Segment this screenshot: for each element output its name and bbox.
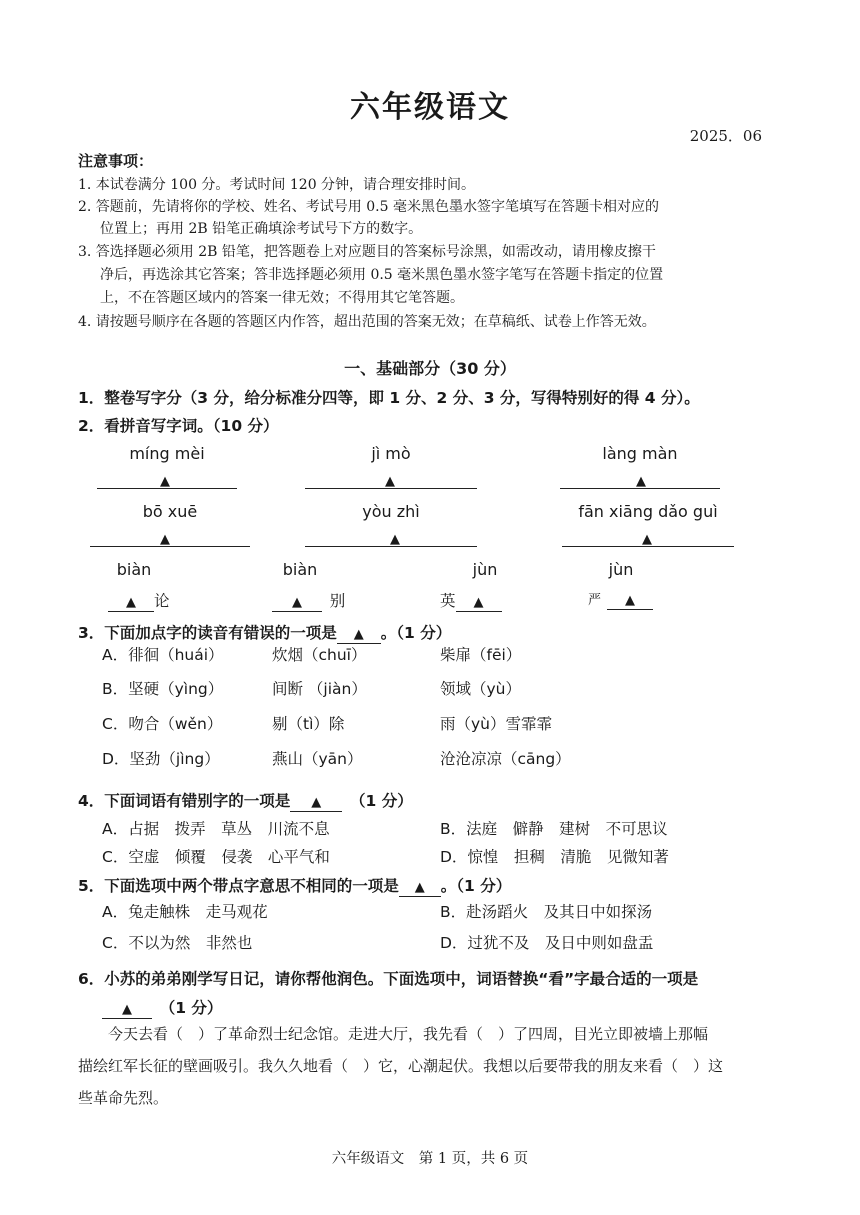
question-3-text: 3．下面加点字的读音有错误的一项是	[78, 624, 337, 642]
pinyin-5: yòu zhì	[362, 502, 420, 521]
page-footer: 六年级语文 第 1 页，共 6 页	[331, 1151, 529, 1167]
pinyin-10: jùn	[608, 560, 634, 579]
fill-prefix: 严	[588, 593, 602, 608]
q3-option-d-2: 燕山（yān）	[272, 750, 363, 768]
question-3	[78, 621, 451, 644]
answer-blank[interactable]: ▲	[102, 1002, 152, 1019]
answer-blank[interactable]: ▲	[456, 595, 502, 612]
answer-blank[interactable]: ▲	[399, 880, 441, 897]
pinyin-1: míng mèi	[129, 444, 205, 463]
fill-suffix: 别	[329, 592, 346, 610]
q5-option-c[interactable]: C．不以为然 非然也	[102, 934, 253, 952]
fill-suffix: 论	[154, 592, 170, 610]
q4-option-d[interactable]: D．惊惶 担稠 清脆 见微知著	[440, 848, 669, 866]
section-heading: 一、基础部分（30 分）	[344, 359, 516, 378]
answer-marker: ▲	[390, 532, 400, 547]
answer-marker: ▲	[160, 532, 170, 547]
q3-option-b-2: 间断 （jiàn）	[272, 680, 367, 698]
q5-option-d[interactable]: D．过犹不及 及日中则如盘盂	[440, 934, 654, 952]
notice-item-2-cont: 位置上；再用 2B 铅笔正确填涂考试号下方的数字。	[100, 221, 423, 237]
diary-paragraph-line-3: 些革命先烈。	[78, 1089, 169, 1107]
question-5	[78, 874, 511, 897]
pinyin-2: jì mò	[371, 444, 411, 463]
answer-line-4[interactable]	[90, 546, 250, 547]
notice-item-2: 2. 答题前，先请将你的学校、姓名、考试号用 0.5 毫米黑色墨水签字笔填写在答题卡相对应的	[78, 199, 659, 215]
page-title: 六年级语文	[350, 90, 510, 125]
notice-item-4: 4. 请按题号顺序在各题的答题区内作答，超出范围的答案无效；在草稿纸、试卷上作答无效。	[78, 314, 656, 330]
q3-option-c[interactable]: C．吻合（wěn）	[102, 715, 223, 733]
fill-prefix: 英	[440, 592, 456, 610]
q3-option-c-3: 雨（yù）雪霏霏	[440, 715, 552, 733]
answer-marker: ▲	[636, 474, 646, 489]
question-2: 2．看拼音写字词。（10 分）	[78, 417, 279, 435]
q3-option-a-3: 柴扉（fēi）	[440, 646, 522, 664]
question-1: 1．整卷写字分（3 分，给分标准分四等，即 1 分、2 分、3 分，写得特别好的得 4 分）。	[78, 389, 700, 407]
notice-item-1: 1. 本试卷满分 100 分。考试时间 120 分钟，请合理安排时间。	[78, 177, 476, 193]
answer-marker: ▲	[160, 474, 170, 489]
question-4-text: 4．下面词语有错别字的一项是	[78, 792, 291, 810]
q3-option-b-3: 领域（yù）	[440, 680, 521, 698]
question-6-answer	[102, 996, 222, 1019]
pinyin-3: làng màn	[602, 444, 678, 463]
notice-heading: 注意事项：	[78, 152, 154, 170]
notice-item-3: 3. 答选择题必须用 2B 铅笔，把答题卷上对应题目的答案标号涂黑，如需改动，请用橡皮擦干	[78, 244, 656, 260]
notice-item-3-cont2: 上，不在答题区域内的答案一律无效；不得用其它笔答题。	[100, 290, 464, 306]
notice-item-3-cont: 净后，再选涂其它答案；答非选择题必须用 0.5 毫米黑色墨水签字笔写在答题卡指定的位置	[100, 267, 664, 283]
q5-option-a[interactable]: A．兔走触株 走马观花	[102, 903, 268, 921]
pinyin-7: biàn	[116, 560, 152, 579]
fill-item-2	[272, 589, 345, 612]
pinyin-4: bō xuē	[142, 502, 198, 521]
q3-option-a[interactable]: A．徘徊（huái）	[102, 646, 224, 664]
answer-blank[interactable]: ▲	[272, 595, 322, 612]
fill-item-3	[440, 589, 502, 612]
fill-item-1	[108, 589, 170, 612]
question-3-score: 。（1 分）	[380, 624, 452, 642]
q4-option-b[interactable]: B．法庭 僻静 建树 不可思议	[440, 820, 668, 838]
answer-blank[interactable]: ▲	[108, 595, 154, 612]
question-5-score: 。（1 分）	[440, 877, 512, 895]
q3-option-d[interactable]: D．坚劲（jìng）	[102, 750, 220, 768]
diary-paragraph-line-1: 今天去看（ ）了革命烈士纪念馆。走进大厅，我先看（ ）了四周，目光立即被墙上那幅	[108, 1025, 709, 1043]
q4-option-a[interactable]: A．占据 拨弄 草丛 川流不息	[102, 820, 330, 838]
exam-date: 2025．06	[689, 127, 762, 145]
pinyin-9: jùn	[472, 560, 498, 579]
question-4-score: （1 分）	[350, 792, 413, 810]
q5-option-b[interactable]: B．赴汤蹈火 及其日中如探汤	[440, 903, 653, 921]
answer-marker: ▲	[385, 474, 395, 489]
question-6: 6．小苏的弟弟刚学写日记，请你帮他润色。下面选项中，词语替换“看”字最合适的一项是	[78, 970, 699, 988]
q3-option-b[interactable]: B．坚硬（yìng）	[102, 680, 224, 698]
pinyin-8: biàn	[282, 560, 318, 579]
q3-option-d-3: 沧沧凉凉（cāng）	[440, 750, 571, 768]
question-4	[78, 789, 413, 812]
answer-marker: ▲	[642, 532, 652, 547]
diary-paragraph-line-2: 描绘红军长征的壁画吸引。我久久地看（ ）它，心潮起伏。我想以后要带我的朋友来看（ ）这	[78, 1057, 724, 1075]
q3-option-a-2: 炊烟（chuī）	[272, 646, 367, 664]
q3-option-c-2: 剔（tì）除	[272, 715, 345, 733]
pinyin-6: fān xiāng dǎo guì	[578, 502, 718, 521]
question-6-score: （1 分）	[159, 999, 223, 1017]
answer-blank[interactable]: ▲	[290, 795, 342, 812]
fill-item-4	[588, 589, 653, 610]
answer-blank[interactable]: ▲	[337, 627, 381, 644]
q4-option-c[interactable]: C．空虚 倾覆 侵袭 心平气和	[102, 848, 330, 866]
question-5-text: 5．下面选项中两个带点字意思不相同的一项是	[78, 877, 399, 895]
answer-blank[interactable]: ▲	[607, 593, 653, 610]
